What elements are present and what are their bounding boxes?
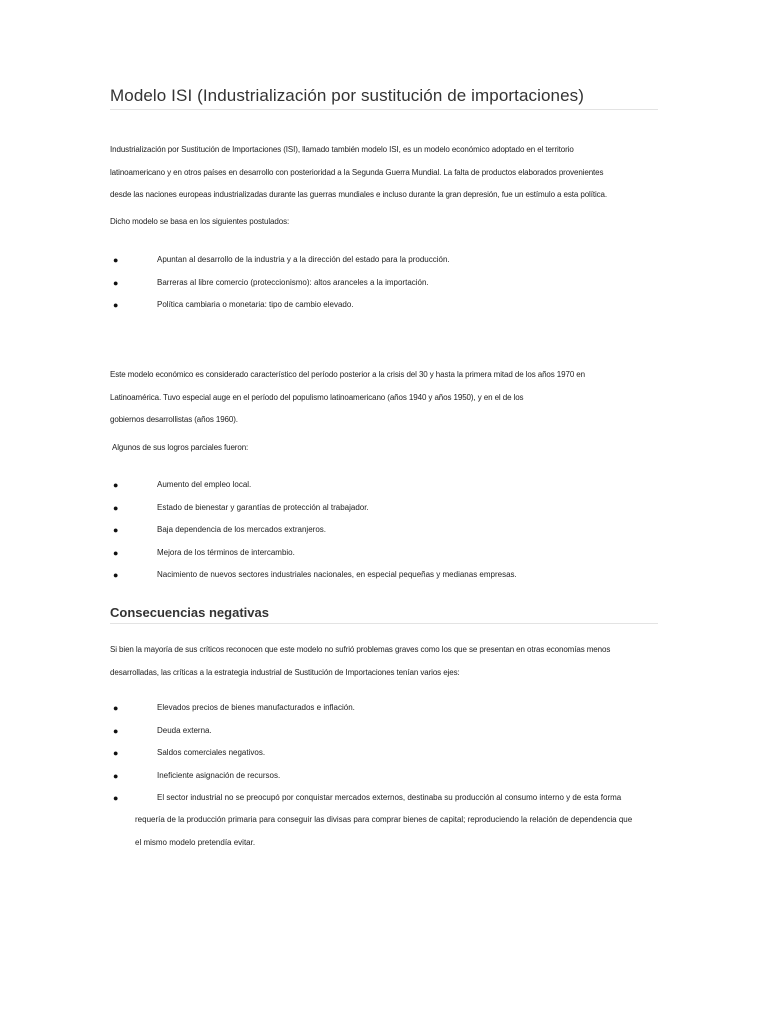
postulados-intro-text: Dicho modelo se basa en los siguientes postulados:: [110, 217, 290, 226]
bullet-icon: ●: [113, 748, 119, 758]
list-item-text: Aumento del empleo local.: [157, 480, 252, 489]
logros-list: [110, 474, 670, 587]
list-item: [110, 765, 670, 788]
list-item-continuation: el mismo modelo pretendía evitar.: [135, 838, 256, 847]
bullet-icon: ●: [113, 255, 119, 265]
list-item: [110, 519, 670, 542]
periodo-line: gobiernos desarrollistas (años 1960).: [110, 415, 238, 424]
list-item: [110, 294, 670, 317]
section-heading-consecuencias: Consecuencias negativas: [110, 605, 658, 624]
list-item-text: Elevados precios de bienes manufacturados e inflación.: [157, 703, 355, 712]
list-item: [110, 787, 670, 810]
consecuencias-line: desarrolladas, las críticas a la estrategia industrial de Sustitución de Importaciones tenían varios ejes:: [110, 667, 460, 677]
intro-line: latinoamericano y en otros países en desarrollo con posterioridad a la Segunda Guerra Mundial. La falta de productos elaborados provenientes: [110, 167, 604, 177]
logros-intro: [112, 437, 662, 460]
bullet-icon: ●: [113, 770, 119, 781]
intro-paragraph: [110, 139, 660, 207]
list-item: [110, 474, 670, 497]
postulados-list: [110, 249, 670, 317]
consecuencias-list: [110, 697, 670, 810]
list-item-text: Deuda externa.: [157, 725, 212, 735]
bullet-icon: ●: [113, 480, 119, 490]
page-title: Modelo ISI (Industrialización por sustitución de importaciones): [110, 86, 658, 110]
list-item: [110, 249, 670, 272]
periodo-line: Latinoamérica. Tuvo especial auge en el período del populismo latinoamericano (años 1940 y años 1950), y en el de los: [110, 392, 524, 402]
bullet-icon: ●: [113, 793, 119, 803]
periodo-line: Este modelo económico es considerado característico del período posterior a la crisis del 30 y hasta la primera mitad de los años 1970 en: [110, 370, 586, 379]
bullet-icon: ●: [113, 300, 119, 310]
bullet-icon: ●: [113, 547, 119, 558]
list-item: [110, 720, 670, 743]
list-item: [110, 272, 670, 295]
postulados-intro: [110, 211, 660, 234]
intro-line: Industrialización por Sustitución de Importaciones (ISI), llamado también modelo ISI, es un modelo económico adoptado en el territorio: [110, 145, 574, 154]
list-item-text: Apuntan al desarrollo de la industria y a la dirección del estado para la producción.: [157, 255, 450, 264]
list-item: [110, 742, 670, 765]
list-item-text: Política cambiaria o monetaria: tipo de cambio elevado.: [157, 300, 354, 309]
bullet-icon: ●: [113, 703, 119, 713]
list-item-text: Mejora de los términos de intercambio.: [157, 547, 295, 557]
intro-line: desde las naciones europeas industrializadas durante las guerras mundiales e incluso durante la gran depresión, fue un estímulo a esta política.: [110, 190, 608, 199]
periodo-paragraph: [110, 364, 660, 432]
list-item-text: Saldos comerciales negativos.: [157, 748, 266, 757]
list-item-text: Nacimiento de nuevos sectores industriales nacionales, en especial pequeñas y medianas empresas.: [157, 570, 517, 579]
list-item: [110, 497, 670, 520]
bullet-icon: ●: [113, 502, 119, 513]
list-item-text: Baja dependencia de los mercados extranjeros.: [157, 525, 326, 534]
consecuencias-paragraph: [110, 639, 660, 684]
list-item-text: Estado de bienestar y garantías de protección al trabajador.: [157, 502, 369, 512]
logros-intro-text: Algunos de sus logros parciales fueron:: [112, 443, 249, 452]
list-item: [110, 542, 670, 565]
list-item-text: El sector industrial no se preocupó por conquistar mercados externos, destinaba su producción al consumo interno y de esta forma: [157, 793, 622, 802]
list-item: [110, 697, 670, 720]
list-item: [110, 564, 670, 587]
bullet-icon: ●: [113, 570, 119, 580]
bullet-icon: ●: [113, 525, 119, 535]
list-item-text: Barreras al libre comercio (proteccionismo): altos aranceles a la importación.: [157, 277, 429, 287]
list-item-text: Ineficiente asignación de recursos.: [157, 770, 281, 780]
list-item-continuation: requería de la producción primaria para conseguir las divisas para comprar bienes de capital; reproduciendo la relación de dependencia que: [135, 815, 633, 824]
consecuencias-line: Si bien la mayoría de sus críticos reconocen que este modelo no sufrió problemas graves como los que se presentan en otras economías menos: [110, 645, 611, 654]
bullet-icon: ●: [113, 277, 119, 288]
bullet-icon: ●: [113, 725, 119, 736]
